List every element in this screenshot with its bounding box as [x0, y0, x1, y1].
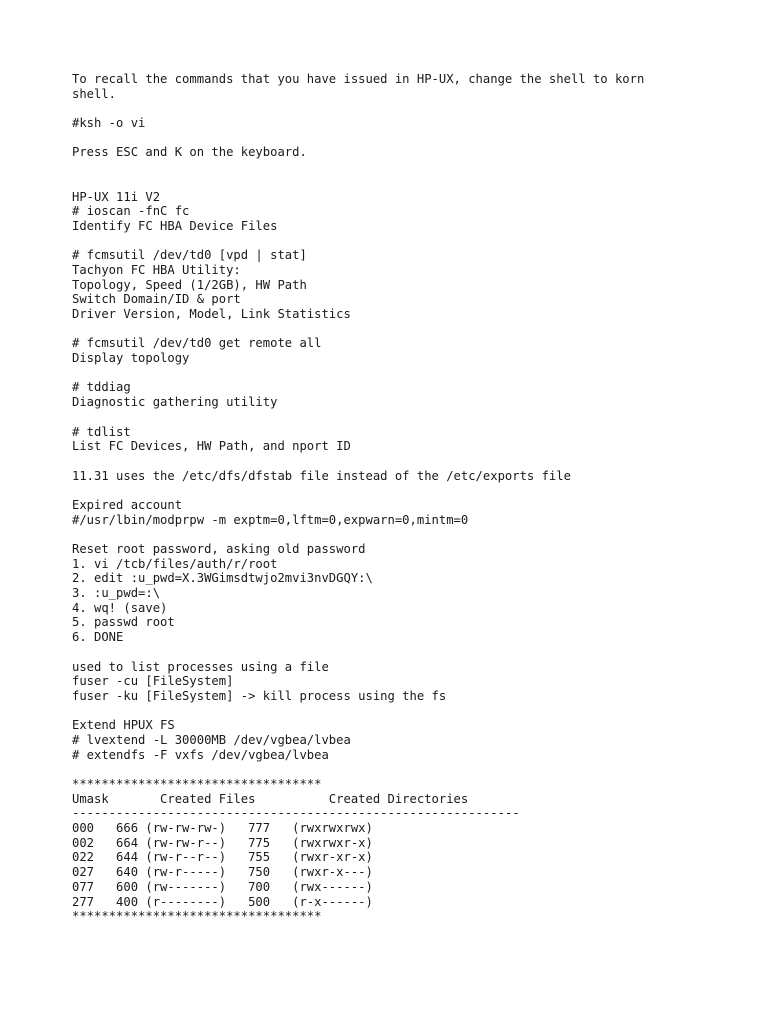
text-line: ********************************** [72, 909, 322, 924]
blank-line [72, 175, 752, 190]
text-line: 277 400 (r--------) 500 (r-x------) [72, 894, 373, 909]
text-line: ********************************** [72, 777, 322, 791]
text-line: 4. wq! (save) [72, 600, 168, 615]
text-line: Switch Domain/ID & port [72, 292, 241, 307]
blank-line [72, 366, 752, 381]
text-line: # extendfs -F vxfs /dev/vgbea/lvbea [72, 747, 329, 762]
blank-line [72, 234, 752, 249]
document-body [72, 72, 752, 924]
text-line: 2. edit :u_pwd=X.3WGimsdtwjo2mvi3nvDGQY:\ [72, 571, 373, 586]
blank-line [72, 762, 752, 777]
blank-line [72, 160, 752, 175]
text-line: List FC Devices, HW Path, and nport ID [72, 439, 351, 454]
text-line: #/usr/lbin/modprpw -m exptm=0,lftm=0,expwarn=0,mintm=0 [72, 512, 469, 527]
text-line: # lvextend -L 30000MB /dev/vgbea/lvbea [72, 732, 351, 747]
text-line: Umask Created Files Created Directories [72, 791, 469, 806]
text-line: To recall the commands that you have issued in HP-UX, change the shell to korn [72, 72, 645, 86]
text-line: 002 664 (rw-rw-r--) 775 (rwxrwxr-x) [72, 835, 373, 850]
text-line: Diagnostic gathering utility [72, 395, 278, 410]
blank-line [72, 454, 752, 469]
text-line: 027 640 (rw-r-----) 750 (rwxr-x---) [72, 865, 373, 880]
text-line: used to list processes using a file [72, 659, 329, 674]
text-line: Tachyon FC HBA Utility: [72, 262, 241, 277]
text-line: Reset root password, asking old password [72, 542, 366, 556]
text-line: 3. :u_pwd=:\ [72, 586, 161, 601]
text-line: fuser -cu [FileSystem] [72, 674, 234, 689]
text-line: Expired account [72, 497, 183, 512]
text-line: # tdlist [72, 424, 131, 439]
text-line: fuser -ku [FileSystem] -> kill process using the fs [72, 688, 447, 703]
text-line: HP-UX 11i V2 [72, 189, 161, 204]
text-line: Driver Version, Model, Link Statistics [72, 307, 351, 321]
blank-line [72, 704, 752, 719]
text-line: Press ESC and K on the keyboard. [72, 145, 307, 160]
blank-line [72, 131, 752, 146]
text-line: 5. passwd root [72, 615, 175, 630]
blank-line [72, 322, 752, 337]
text-line: 1. vi /tcb/files/auth/r/root [72, 556, 278, 571]
blank-line [72, 483, 752, 498]
text-line: # ioscan -fnC fc [72, 204, 190, 219]
text-line: ------------------------------------------------------------- [72, 806, 520, 821]
text-line: 6. DONE [72, 630, 124, 645]
text-line: Display topology [72, 351, 190, 366]
text-line: # fcmsutil /dev/td0 get remote all [72, 336, 322, 351]
text-line: 077 600 (rw-------) 700 (rwx------) [72, 879, 373, 894]
text-line: 022 644 (rw-r--r--) 755 (rwxr-xr-x) [72, 850, 373, 865]
text-line: Topology, Speed (1/2GB), HW Path [72, 277, 307, 292]
text-line: 11.31 uses the /etc/dfs/dfstab file instead of the /etc/exports file [72, 468, 571, 483]
blank-line [72, 527, 752, 542]
text-line: #ksh -o vi [72, 116, 146, 131]
blank-line [72, 410, 752, 425]
blank-line [72, 645, 752, 660]
text-line: Extend HPUX FS [72, 718, 175, 733]
text-line: # tddiag [72, 380, 131, 395]
text-line: Identify FC HBA Device Files [72, 218, 278, 233]
blank-line [72, 101, 752, 116]
text-line: 000 666 (rw-rw-rw-) 777 (rwxrwxrwx) [72, 821, 373, 836]
text-line: # fcmsutil /dev/td0 [vpd | stat] [72, 248, 307, 263]
text-line: shell. [72, 86, 117, 101]
